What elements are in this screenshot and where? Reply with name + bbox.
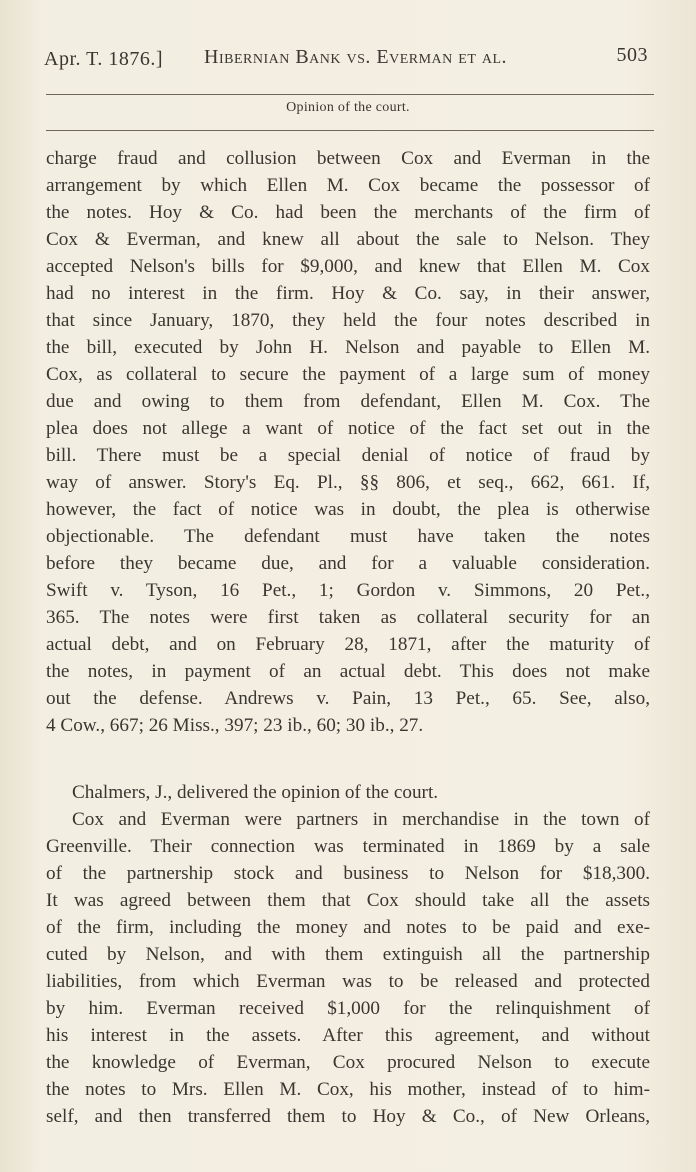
text-line: 365. The notes were first taken as collateral security for an — [46, 607, 650, 628]
text-line: plea does not allege a want of notice of the fact set out in the — [46, 418, 650, 439]
page-number: 503 — [616, 44, 648, 66]
opinion-of-court — [46, 779, 650, 1130]
text-line: accepted Nelson's bills for $9,000, and knew that Ellen M. Cox — [46, 256, 650, 277]
text-line: had no interest in the firm. Hoy & Co. say, in their answer, — [46, 283, 650, 304]
opinion-intro: Chalmers, J., delivered the opinion of the court. — [72, 782, 439, 803]
text-line: way of answer. Story's Eq. Pl., §§ 806, et seq., 662, 661. If, — [46, 472, 650, 493]
header-rule-top — [46, 94, 654, 95]
text-line: the notes. Hoy & Co. had been the merchants of the firm of — [46, 202, 650, 223]
text-line: It was agreed between them that Cox should take all the assets — [46, 890, 650, 911]
text-line: due and owing to them from defendant, Ellen M. Cox. The — [46, 391, 650, 412]
text-line: the notes, in payment of an actual debt. This does not make — [46, 661, 650, 682]
text-line: Greenville. Their connection was terminated in 1869 by a sale — [46, 836, 650, 857]
text-line: actual debt, and on February 28, 1871, after the maturity of — [46, 634, 650, 655]
text-line: by him. Everman received $1,000 for the relinquishment of — [46, 998, 650, 1019]
text-line: Swift v. Tyson, 16 Pet., 1; Gordon v. Simmons, 20 Pet., — [46, 580, 650, 601]
text-line: charge fraud and collusion between Cox and Everman in the — [46, 148, 650, 169]
text-line: the bill, executed by John H. Nelson and payable to Ellen M. — [46, 337, 650, 358]
text-line: that since January, 1870, they held the four notes described in — [46, 310, 650, 331]
text-line: objectionable. The defendant must have taken the notes — [46, 526, 650, 547]
text-line: cuted by Nelson, and with them extinguish all the partnership — [46, 944, 650, 965]
text-line: arrangement by which Ellen M. Cox became the possessor of — [46, 175, 650, 196]
text-line: of the partnership stock and business to Nelson for $18,300. — [46, 863, 650, 884]
header-rule-bottom — [46, 130, 654, 131]
text-line: self, and then transferred them to Hoy & Co., of New Orleans, — [46, 1106, 650, 1127]
text-line: his interest in the assets. After this agreement, and without — [46, 1025, 650, 1046]
text-line: the knowledge of Everman, Cox procured Nelson to execute — [46, 1052, 650, 1073]
text-line: Cox & Everman, and knew all about the sale to Nelson. They — [46, 229, 650, 250]
text-line: of the firm, including the money and notes to be paid and exe- — [46, 917, 650, 938]
page-body — [46, 145, 650, 1130]
term-label: Apr. T. 1876.] — [44, 48, 164, 70]
text-line: out the defense. Andrews v. Pain, 13 Pet., 65. See, also, — [46, 688, 650, 709]
text-line: Cox and Everman were partners in merchandise in the town of — [72, 809, 650, 830]
text-line: the notes to Mrs. Ellen M. Cox, his mother, instead of to him- — [46, 1079, 650, 1100]
argument-of-counsel — [46, 145, 650, 739]
text-line: Cox, as collateral to secure the payment of a large sum of money — [46, 364, 650, 385]
text-line: 4 Cow., 667; 26 Miss., 397; 23 ib., 60; 30 ib., 27. — [46, 715, 424, 736]
text-line: bill. There must be a special denial of notice of fraud by — [46, 445, 650, 466]
text-line: however, the fact of notice was in doubt, the plea is otherwise — [46, 499, 650, 520]
section-gap — [46, 739, 650, 779]
text-line: before they became due, and for a valuable consideration. — [46, 553, 650, 574]
running-head — [44, 42, 654, 76]
text-line: liabilities, from which Everman was to be released and protected — [46, 971, 650, 992]
case-title: Hibernian Bank vs. Everman et al. — [204, 46, 508, 68]
subheading: Opinion of the court. — [286, 100, 410, 115]
